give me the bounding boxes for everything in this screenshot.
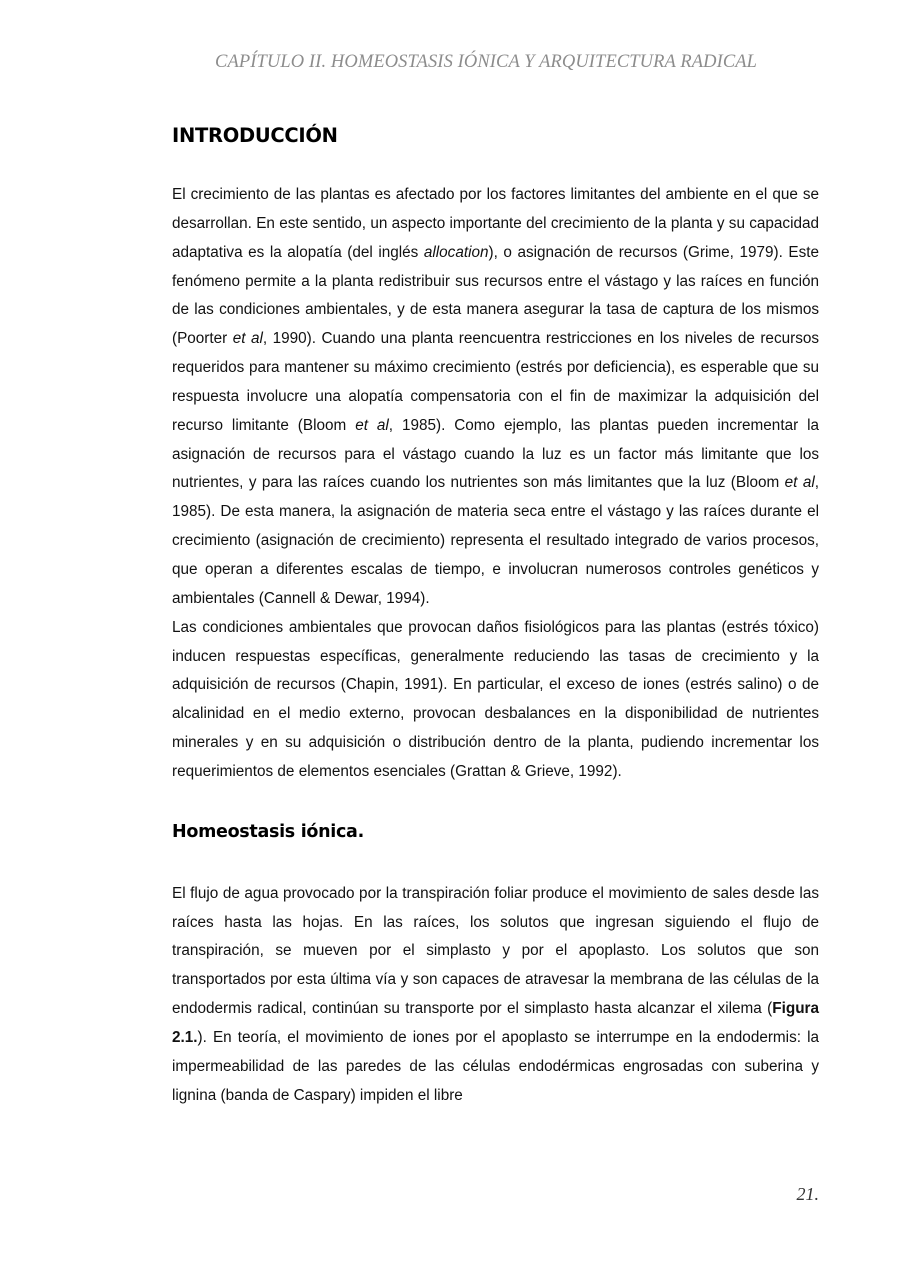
text-run: El crecimiento de las plantas es afectado por los factores limitantes del ambiente en el que se desarrollan. En este sentido, un aspecto importante del crecimiento de la planta y su capacidad adaptativa es la alopatía (del inglés — [172, 186, 819, 261]
text-run: ). En teoría, el movimiento de iones por el apoplasto se interrumpe en la endodermis: la impermeabilidad de las paredes de las células endodérmicas engrosadas con suberina y lignina (banda de Caspary) impiden el libre — [172, 1028, 819, 1104]
italic-term: et al — [232, 330, 263, 348]
running-header: CAPÍTULO II. HOMEOSTASIS IÓNICA Y ARQUITECTURA RADICAL — [215, 52, 758, 72]
text-run: , 1990). Cuando una planta reencuentra restricciones en los niveles de recursos requeridos para mantener su máximo crecimiento (estrés por deficiencia), es esperable que su respuesta involucre una alopatía compensatoria con el fin de maximizar la adquisición del recurso limitante (Bloom — [172, 330, 819, 434]
text-run: , 1985). Como ejemplo, las plantas pueden incrementar la asignación de recursos para el vástago cuando la luz es un factor más limitante que los nutrientes, y para las raíces cuando los nutrientes son más limitantes que la luz (Bloom — [172, 416, 819, 492]
paragraph-introduction-2: Las condiciones ambientales que provocan daños fisiológicos para las plantas (estrés tóxico) inducen respuestas específicas, generalmente reduciendo las tasas de crecimiento y la adquisición de recursos (Chapin, 1991). En particular, el exceso de iones (estrés salino) o de alcalinidad en el medio externo, provocan desbalances en la disponibilidad de nutrientes minerales y en su adquisición o distribución dentro de la planta, pudiendo incrementar los requerimientos de elementos esenciales (Grattan & Grieve, 1992). — [172, 618, 819, 780]
text-run: ), o asignación de recursos (Grime, 1979). Este fenómeno permite a la planta redistribuir sus recursos entre el vástago y las raíces en función de las condiciones ambientales, y de esta manera asegurar la tasa de captura de los mismos (Poorter — [172, 243, 819, 348]
text-run: , 1985). De esta manera, la asignación de materia seca entre el vástago y las raíces durante el crecimiento (asignación de crecimiento) representa el resultado integrado de varios procesos, que operan a diferentes escalas de tiempo, e involucran numerosos controles genéticos y ambientales (Cannell & Dewar, 1994). — [172, 474, 819, 607]
section-title: INTRODUCCIÓN — [172, 124, 338, 147]
figure-reference: Figura 2.1. — [172, 1000, 819, 1046]
text-run: El flujo de agua provocado por la transpiración foliar produce el movimiento de sales desde las raíces hasta las hojas. En las raíces, los solutos que ingresan siguiendo el flujo de transpiración, se mueven por el simplasto y por el apoplasto. Los solutos que son transportados por esta última vía y son capaces de atravesar la membrana de las células de la endodermis radical, continúan su transporte por el simplasto hasta alcanzar el xilema ( — [172, 884, 819, 1018]
italic-term: allocation — [423, 243, 489, 261]
page-number: 21. — [796, 1184, 819, 1204]
subsection-title: Homeostasis iónica. — [172, 821, 364, 842]
italic-term: et al — [355, 416, 389, 434]
page-content — [172, 124, 819, 1110]
paragraph-introduction-1 — [172, 181, 819, 614]
paragraph-homeostasis — [172, 880, 819, 1111]
italic-term: et al — [784, 474, 815, 492]
